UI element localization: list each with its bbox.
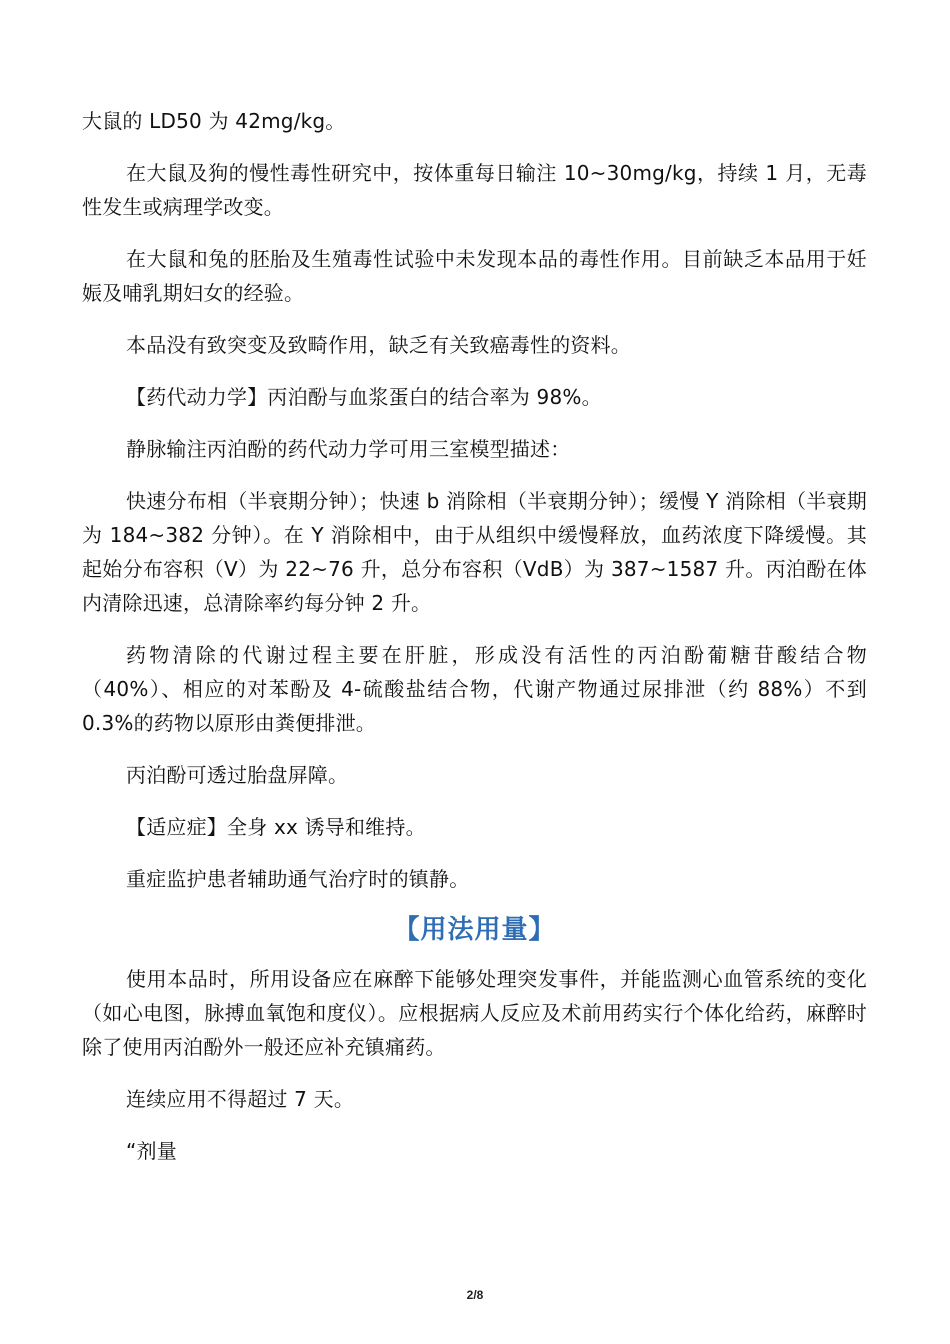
paragraph-placenta: 丙泊酚可透过胎盘屏障。 (126, 763, 349, 787)
paragraph-pharmacokinetics-title: 【药代动力学】丙泊酚与血浆蛋白的结合率为 98%。 (126, 385, 602, 409)
paragraph-ld50: 大鼠的 LD50 为 42mg/kg。 (82, 109, 346, 133)
document-body (82, 104, 867, 1186)
paragraph-dose-start: “剂量 (126, 1139, 177, 1163)
paragraph-duration-limit: 连续应用不得超过 7 天。 (126, 1087, 355, 1111)
paragraph-phases: 快速分布相（半衰期分钟）；快速 b 消除相（半衰期分钟）；缓慢 Y 消除相（半衰期为 184~382 分钟）。在 Y 消除相中，由于从组织中缓慢释放，血药浓度下降缓慢。其起始分布容积（V）为 22~76 升，总分布容积（VdB）为 387~1587 升。丙泊酚在体内清除迅速，总清除率约每分钟 2 升。 (82, 489, 867, 615)
paragraph-chronic-toxicity: 在大鼠及狗的慢性毒性研究中，按体重每日输注 10~30mg/kg，持续 1 月，无毒性发生或病理学改变。 (82, 161, 867, 219)
paragraph-mutagenicity: 本品没有致突变及致畸作用，缺乏有关致癌毒性的资料。 (126, 333, 631, 357)
paragraph-indications: 【适应症】全身 xx 诱导和维持。 (126, 815, 426, 839)
paragraph-equipment: 使用本品时，所用设备应在麻醉下能够处理突发事件，并能监测心血管系统的变化（如心电图，脉搏血氧饱和度仪）。应根据病人反应及术前用药实行个体化给药，麻醉时除了使用丙泊酚外一般还应补充镇痛药。 (82, 967, 867, 1059)
paragraph-reproductive-toxicity: 在大鼠和兔的胚胎及生殖毒性试验中未发现本品的毒性作用。目前缺乏本品用于妊娠及哺乳期妇女的经验。 (82, 247, 867, 305)
section-heading-dosage: 【用法用量】 (393, 915, 556, 945)
paragraph-icu-sedation: 重症监护患者辅助通气治疗时的镇静。 (126, 867, 470, 891)
page-number: 2/8 (466, 1288, 484, 1302)
paragraph-three-compartment: 静脉输注丙泊酚的药代动力学可用三室模型描述： (126, 437, 571, 461)
paragraph-metabolism: 药物清除的代谢过程主要在肝脏，形成没有活性的丙泊酚葡糖苷酸结合物（40%）、相应的对苯酚及 4-硫酸盐结合物，代谢产物通过尿排泄（约 88%）不到 0.3%的药物以原形由粪便排泄。 (82, 643, 867, 735)
